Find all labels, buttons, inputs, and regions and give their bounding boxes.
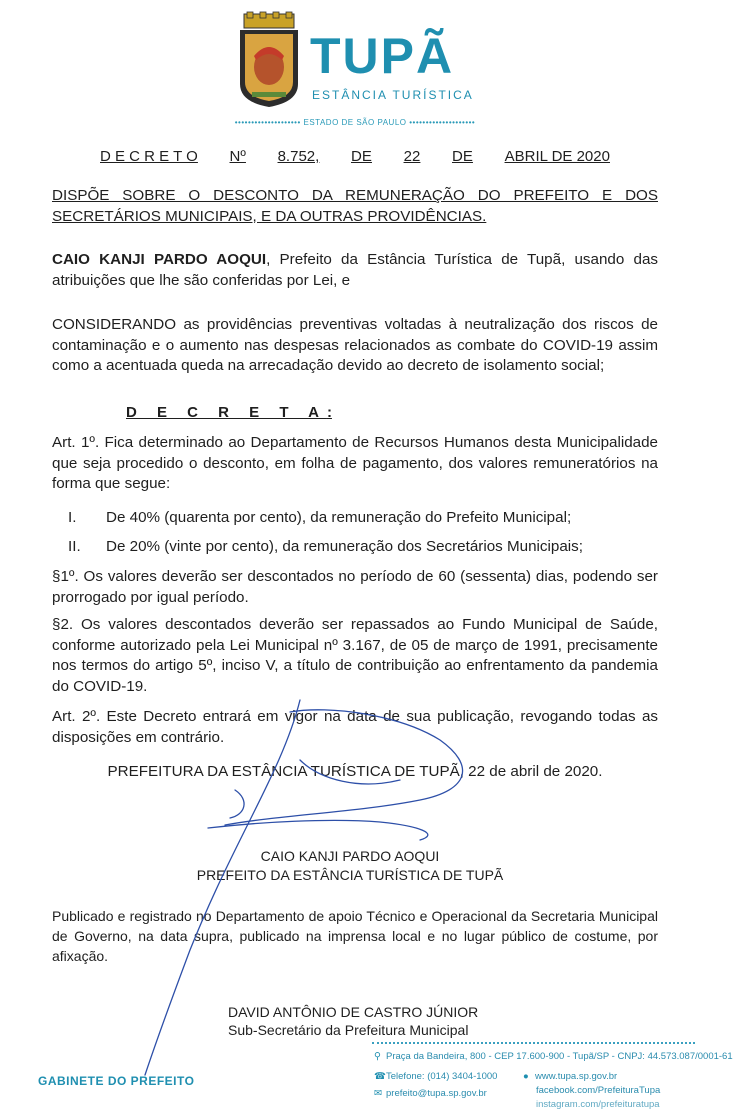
brand-logo-subtitle: ESTÂNCIA TURÍSTICA: [312, 88, 474, 102]
footer-instagram-link[interactable]: instagram.com/prefeituratupa: [536, 1099, 660, 1110]
footer-email[interactable]: [374, 1088, 487, 1099]
footer-website-text[interactable]: www.tupa.sp.gov.br: [535, 1071, 618, 1082]
list-item-text: De 20% (vinte por cento), da remuneração dos Secretários Municipais;: [106, 538, 583, 555]
publication-note: Publicado e registrado no Departamento de apoio Técnico e Operacional da Secretaria Municipal de Governo, na data supra, publicado na imprensa local e no lugar público de costume, por afixação.: [52, 908, 658, 964]
list-item-number: I.: [68, 509, 77, 526]
envelope-icon: ✉: [374, 1088, 382, 1099]
paragraph-2: §2. Os valores descontados deverão ser repassados ao Fundo Municipal de Saúde, conforme autorizado pela Lei Municipal nº 3.167, de 05 de março de 1991, precisamente nos termos do artigo 5º, inciso V, a título de contribuição ao enfrentamento da pandemia do COVID-19.: [52, 616, 658, 695]
list-item: [68, 508, 571, 528]
article-1: Art. 1º. Fica determinado ao Departamento de Recursos Humanos desta Municipalidade que seja procedido o desconto, em folha de pagamento, dos valores remuneratórios na forma que segue:: [52, 434, 658, 492]
closing-line: PREFEITURA DA ESTÂNCIA TURÍSTICA DE TUPÃ, 22 de abril de 2020.: [107, 763, 603, 780]
decree-title: [100, 148, 610, 165]
mayor-signature-name: CAIO KANJI PARDO AOQUI: [260, 848, 440, 864]
preamble: [52, 250, 658, 291]
considerando-paragraph: CONSIDERANDO as providências preventivas voltadas à neutralização dos riscos de contaminação e o aumento nas despesas relacionados as combate do COVID-19 assim como a acentuada queda na arrecadação devido ao decreto de isolamento social;: [52, 316, 658, 374]
preamble-text: , Prefeito da Estância Turística de Tupã, usando das atribuições que lhe são conferidas por Lei, e: [52, 251, 659, 289]
phone-icon: ☎: [374, 1071, 386, 1082]
mayor-name-bold: CAIO KANJI PARDO AOQUI: [52, 251, 267, 268]
article-2: Art. 2º. Este Decreto entrará em vigor na data de sua publicação, revogando todas as disposições em contrário.: [52, 708, 658, 746]
undersecretary-role: Sub-Secretário da Prefeitura Municipal: [228, 1022, 469, 1038]
municipal-crest-icon: [238, 12, 300, 108]
footer-email-text[interactable]: prefeito@tupa.sp.gov.br: [386, 1088, 487, 1099]
globe-icon: ●: [523, 1071, 529, 1082]
decree-title-part: ABRIL DE 2020: [504, 148, 610, 165]
decreta-colon: :: [326, 404, 332, 421]
footer-address-text: Praça da Bandeira, 800 - CEP 17.600-900 - Tupã/SP - CNPJ: 44.573.087/0001-61: [386, 1051, 733, 1062]
decreta-word: D E C R E T A: [126, 404, 327, 421]
location-pin-icon: ⚲: [374, 1051, 381, 1062]
footer-address: [374, 1051, 733, 1062]
undersecretary-name: DAVID ANTÔNIO DE CASTRO JÚNIOR: [228, 1004, 479, 1020]
decree-title-part: 22: [403, 148, 421, 165]
list-item-text: De 40% (quarenta por cento), da remuneração do Prefeito Municipal;: [106, 509, 572, 526]
brand-logo-name: TUPÃ: [310, 28, 455, 84]
footer-facebook-link[interactable]: facebook.com/PrefeituraTupa: [536, 1085, 661, 1096]
decree-title-part: DE: [452, 148, 473, 165]
footer-divider: [372, 1042, 695, 1046]
footer-department: GABINETE DO PREFEITO: [38, 1074, 195, 1088]
decree-ementa: DISPÕE SOBRE O DESCONTO DA REMUNERAÇÃO DO PREFEITO E DOS SECRETÁRIOS MUNICIPAIS, E DA OUTRAS PROVIDÊNCIAS.: [52, 187, 658, 225]
footer-phone-text: Telefone: (014) 3404-1000: [386, 1071, 498, 1082]
list-item: [68, 537, 583, 557]
footer-website[interactable]: [523, 1071, 617, 1082]
paragraph-1: §1º. Os valores deverão ser descontados no período de 60 (sessenta) dias, podendo ser prorrogado por igual período.: [52, 568, 658, 606]
list-item-number: II.: [68, 538, 81, 555]
decree-title-part: Nº: [229, 148, 246, 165]
decree-title-part: D E C R E T O: [100, 148, 198, 165]
decree-title-part: DE: [351, 148, 372, 165]
footer-phone: [374, 1071, 497, 1082]
state-line: •••••••••••••••••••• ESTADO DE SÃO PAULO ••••••••••••••••••••: [234, 118, 476, 127]
mayor-signature-role: PREFEITO DA ESTÂNCIA TURÍSTICA DE TUPÃ: [196, 867, 504, 883]
decreta-heading: [126, 404, 332, 421]
decree-title-part: 8.752,: [277, 148, 320, 165]
